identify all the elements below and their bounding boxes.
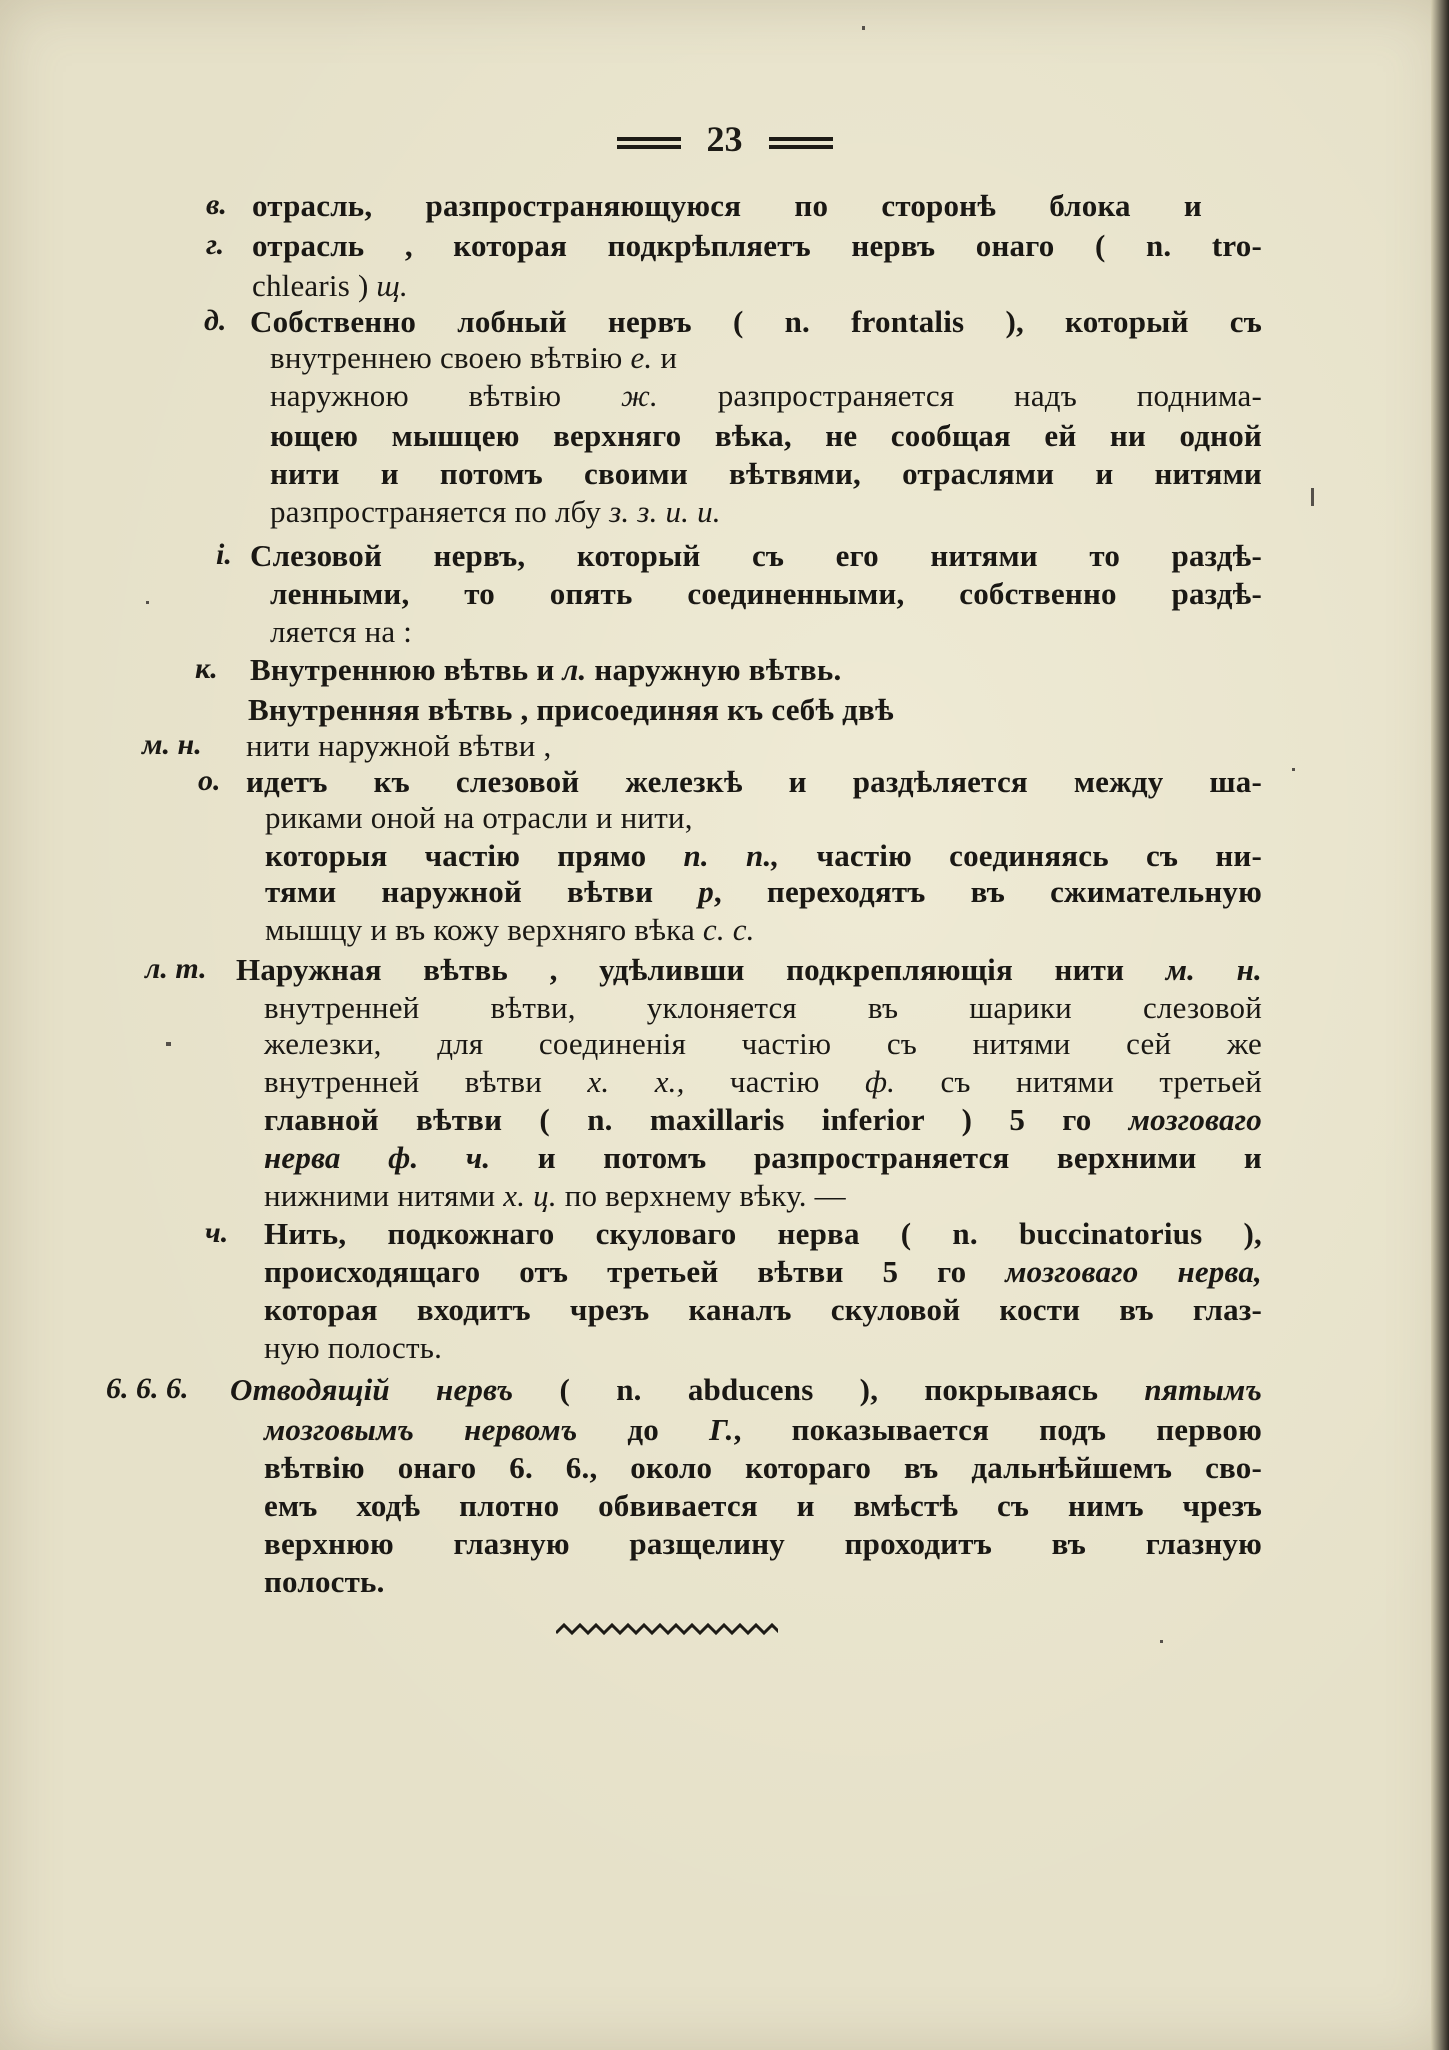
line-label: і. — [216, 538, 232, 571]
line-label: д. — [204, 304, 227, 337]
text-line — [252, 228, 1262, 264]
italic-span: р — [698, 874, 714, 909]
text-span: ющею мышцею верхняго вѣка, не сообщая ей ни одной — [270, 418, 1262, 453]
paper-speck — [1311, 488, 1314, 506]
italic-span: с. с. — [702, 912, 755, 947]
text-span: до — [577, 1412, 710, 1447]
text-span: отрасль , которая подкрѣпляетъ нервъ онаго ( n. tro- — [252, 228, 1262, 263]
page-header — [0, 118, 1449, 168]
italic-span: мозговымъ нервомъ — [264, 1412, 578, 1447]
text-span: ную полость. — [264, 1330, 443, 1365]
text-span: , показывается подъ первою — [733, 1412, 1262, 1447]
header-rule-right — [769, 137, 833, 149]
text-span: chlearis ) — [252, 268, 377, 303]
text-line — [230, 1372, 1262, 1408]
italic-span: нерва ф. ч. — [264, 1140, 491, 1175]
text-span: риками оной на отрасли и нити, — [265, 800, 693, 835]
text-span: которыя частію прямо — [265, 838, 684, 873]
text-line — [264, 1292, 1262, 1328]
text-line — [264, 990, 1262, 1026]
text-span: Внутренняя вѣтвь , присоединяя къ себѣ двѣ — [248, 692, 894, 727]
text-span: Наружная вѣтвь , удѣливши подкрепляющія нити — [236, 952, 1166, 987]
italic-span: мозговаго нерва, — [1005, 1254, 1262, 1289]
text-span: мышцу и въ кожу верхняго вѣка — [265, 912, 703, 947]
text-line — [265, 874, 1262, 910]
text-span: полость. — [264, 1564, 385, 1599]
text-span: железки, для соединенія частію съ нитями сей же — [264, 1026, 1262, 1061]
text-span: тями наружной вѣтви — [265, 874, 699, 909]
text-span: отрасль, разпространяющуюся по сторонѣ блока и — [252, 188, 1202, 223]
text-span: и — [652, 340, 678, 375]
line-label: о. — [198, 764, 221, 797]
paper-speck — [166, 1042, 171, 1046]
text-line — [264, 1412, 1262, 1448]
text-line — [264, 1450, 1262, 1486]
text-span: внутренней вѣтви — [264, 1064, 588, 1099]
text-line — [264, 1216, 1262, 1252]
text-line — [264, 1254, 1262, 1290]
text-line — [246, 728, 551, 764]
text-span: наружною вѣтвію — [270, 378, 621, 413]
page-number: 23 — [706, 119, 743, 159]
text-span: происходящаго отъ третьей вѣтви 5 го — [264, 1254, 1006, 1289]
text-span: Собственно лобный нервъ ( n. frontalis ), который съ — [250, 304, 1262, 339]
italic-span: Г. — [709, 1412, 734, 1447]
italic-span: х. х., — [587, 1064, 685, 1099]
text-line — [270, 494, 721, 530]
italic-span: п. п., — [683, 838, 780, 873]
text-span: ( n. abducens ), покрываясь — [513, 1372, 1145, 1407]
italic-span: Отводящій нервъ — [230, 1372, 514, 1407]
text-line — [265, 912, 755, 948]
text-line — [270, 418, 1262, 454]
text-line — [265, 800, 693, 836]
text-span: съ нитями третьей — [895, 1064, 1262, 1099]
text-span: внутреннею своею вѣтвію — [270, 340, 631, 375]
italic-span: пятымъ — [1144, 1372, 1262, 1407]
text-line — [248, 692, 894, 728]
italic-span: ж. — [620, 378, 658, 413]
text-span: наружную вѣтвь. — [586, 652, 842, 687]
italic-span: щ. — [376, 268, 408, 303]
paper-speck — [146, 601, 149, 604]
italic-span: м. н. — [1165, 952, 1262, 987]
end-ornament — [556, 1622, 778, 1636]
text-span: нити и потомъ своими вѣтвями, отраслями и нитями — [270, 456, 1262, 491]
text-span: емъ ходѣ плотно обвивается и вмѣстѣ съ нимъ чрезъ — [264, 1488, 1262, 1523]
text-line — [264, 1330, 442, 1366]
text-line — [264, 1026, 1262, 1062]
text-span: идетъ къ слезовой железкѣ и раздѣляется между ша- — [246, 764, 1262, 799]
text-span: которая входитъ чрезъ каналъ скуловой кости въ глаз- — [264, 1292, 1262, 1327]
text-span: разпространяется надъ поднима- — [657, 378, 1262, 413]
text-line — [264, 1526, 1262, 1562]
italic-span: з. з. и. и. — [609, 494, 721, 529]
text-line — [270, 456, 1262, 492]
italic-span: е. — [630, 340, 653, 375]
paper-speck — [862, 26, 865, 30]
text-span: Внутреннюю вѣтвь и — [250, 652, 563, 687]
text-line — [252, 268, 408, 304]
text-span: разпространяется по лбу — [270, 494, 610, 529]
text-line — [250, 538, 1262, 574]
text-line — [264, 1140, 1262, 1176]
italic-span: мозговаго — [1128, 1102, 1262, 1137]
text-span: , переходятъ въ сжимательную — [713, 874, 1262, 909]
text-line — [264, 1178, 846, 1214]
page-edge — [1431, 0, 1449, 2050]
line-label: к. — [195, 652, 218, 685]
text-line — [246, 764, 1262, 800]
text-line — [250, 304, 1262, 340]
text-span: внутренней вѣтви, уклоняется въ шарики слезовой — [264, 990, 1262, 1025]
text-span: нити наружной вѣтви , — [246, 728, 552, 763]
text-span: вѣтвію онаго 6. 6., около котораго въ дальнѣйшемъ сво- — [264, 1450, 1262, 1485]
text-line — [236, 952, 1262, 988]
text-line — [265, 838, 1262, 874]
text-line — [270, 378, 1262, 414]
paper-speck — [1160, 1640, 1163, 1643]
text-span: по верхнему вѣку. — — [556, 1178, 846, 1213]
text-line — [264, 1564, 385, 1600]
text-span: Нить, подкожнаго скуловаго нерва ( n. buccinatorius ), — [264, 1216, 1262, 1251]
text-line — [264, 1102, 1262, 1138]
line-label: л. т. — [145, 952, 207, 985]
text-line — [264, 1064, 1262, 1100]
text-line — [270, 576, 1262, 612]
text-span: верхнюю глазную разщелину проходитъ въ глазную — [264, 1526, 1262, 1561]
line-label: в. — [206, 188, 227, 221]
text-line — [252, 188, 1202, 224]
text-span: главной вѣтви ( n. maxillaris inferior ) 5 го — [264, 1102, 1129, 1137]
text-span: нижними нитями — [264, 1178, 504, 1213]
line-label: г. — [206, 228, 225, 261]
line-label: 6. 6. 6. — [106, 1372, 189, 1405]
text-span: частію соединяясь съ ни- — [779, 838, 1262, 873]
text-line — [270, 614, 412, 650]
line-label: м. н. — [142, 728, 202, 761]
text-span: Слезовой нервъ, который съ его нитями то раздѣ- — [250, 538, 1262, 573]
text-span: ленными, то опять соединенными, собственно раздѣ- — [270, 576, 1262, 611]
italic-span: л. — [562, 652, 587, 687]
line-label: ч. — [205, 1216, 229, 1249]
text-line — [270, 340, 677, 376]
header-rule-left — [617, 137, 681, 149]
italic-span: х. ц. — [503, 1178, 557, 1213]
text-span: ляется на : — [270, 614, 413, 649]
text-line — [250, 652, 841, 688]
text-span: частію — [684, 1064, 865, 1099]
text-span: и потомъ разпространяется верхними и — [490, 1140, 1262, 1175]
italic-span: ф. — [864, 1064, 896, 1099]
paper-speck — [1292, 768, 1295, 771]
text-line — [264, 1488, 1262, 1524]
